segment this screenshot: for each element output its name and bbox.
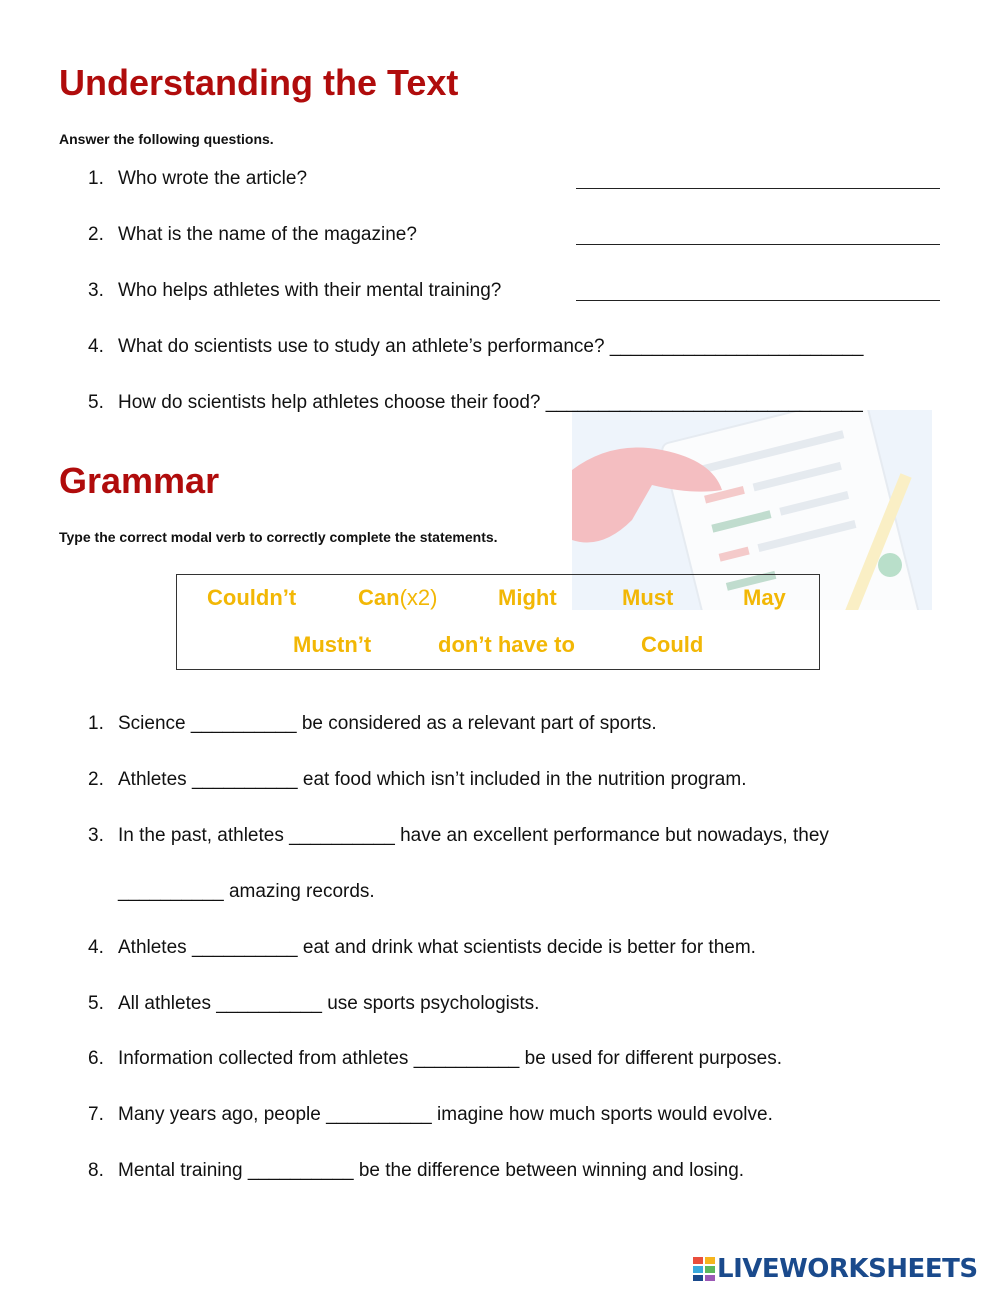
blank-input-3a[interactable]: __________ bbox=[289, 825, 395, 846]
question-4: 4. What do scientists use to study an athlete’s performance? ________________________ bbox=[88, 336, 864, 357]
blank-input-4[interactable]: __________ bbox=[191, 937, 298, 958]
statement-4: 4. Athletes __________ eat and drink what scientists decide is better for them. bbox=[88, 937, 756, 958]
liveworksheets-wordmark: LIVEWORKSHEETS bbox=[717, 1254, 978, 1284]
blank-input-6[interactable]: __________ bbox=[413, 1048, 520, 1069]
word-must: Must bbox=[622, 585, 674, 610]
blank-input-2[interactable]: __________ bbox=[191, 769, 298, 790]
blank-input-8[interactable]: __________ bbox=[247, 1160, 354, 1181]
section1-instruction: Answer the following questions. bbox=[59, 131, 274, 147]
liveworksheets-logo-icon bbox=[693, 1257, 715, 1281]
word-bank bbox=[176, 574, 820, 670]
statement-6: 6. Information collected from athletes __________ be used for different purposes. bbox=[88, 1048, 783, 1069]
statement-8: 8. Mental training __________ be the difference between winning and losing. bbox=[88, 1160, 745, 1181]
question-3: 3. Who helps athletes with their mental training? bbox=[88, 280, 502, 301]
question-5: 5. How do scientists help athletes choose their food? ______________________________ bbox=[88, 392, 863, 413]
word-could: Could bbox=[641, 632, 704, 657]
blank-input-5[interactable]: __________ bbox=[216, 993, 322, 1014]
blank-input-7[interactable]: __________ bbox=[326, 1104, 432, 1125]
word-mustnt: Mustn’t bbox=[293, 632, 372, 657]
section-title-grammar: Grammar bbox=[59, 460, 220, 501]
answer-field-3[interactable] bbox=[576, 300, 940, 301]
section2-instruction: Type the correct modal verb to correctly complete the statements. bbox=[59, 529, 498, 545]
word-can: Can(x2) bbox=[358, 585, 438, 610]
statement-7: 7. Many years ago, people __________ imagine how much sports would evolve. bbox=[88, 1104, 773, 1125]
word-might: Might bbox=[498, 585, 557, 610]
word-may: May bbox=[743, 585, 786, 610]
blank-input-3b[interactable]: __________ bbox=[118, 881, 224, 902]
section-title-understanding: Understanding the Text bbox=[59, 62, 459, 103]
answer-field-5[interactable]: ______________________________ bbox=[545, 392, 863, 413]
answer-field-4[interactable]: ________________________ bbox=[609, 336, 864, 357]
statement-2: 2. Athletes __________ eat food which isn’t included in the nutrition program. bbox=[88, 769, 747, 790]
word-couldnt: Couldn’t bbox=[207, 585, 297, 610]
statement-1: 1. Science __________ be considered as a relevant part of sports. bbox=[88, 713, 657, 734]
statement-3-continued: __________ amazing records. bbox=[118, 881, 375, 902]
question-1: 1. Who wrote the article? bbox=[88, 168, 308, 189]
blank-input-1[interactable]: __________ bbox=[190, 713, 297, 734]
answer-field-2[interactable] bbox=[576, 244, 940, 245]
question-2: 2. What is the name of the magazine? bbox=[88, 224, 417, 245]
statement-3: 3. In the past, athletes __________ have an excellent performance but nowadays, they bbox=[88, 825, 829, 846]
word-dont-have-to: don’t have to bbox=[438, 632, 575, 657]
statement-5: 5. All athletes __________ use sports psychologists. bbox=[88, 993, 540, 1014]
liveworksheets-logo[interactable] bbox=[693, 1254, 978, 1284]
answer-field-1[interactable] bbox=[576, 188, 940, 189]
